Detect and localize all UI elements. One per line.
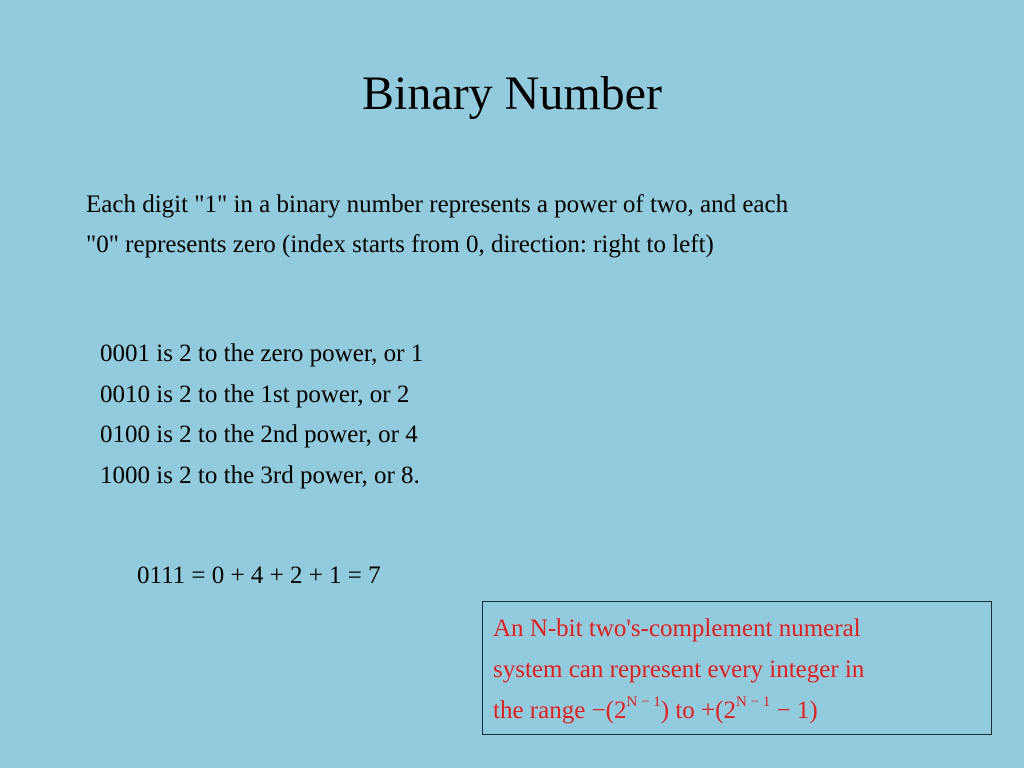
note-range-suffix: − 1) — [770, 697, 818, 724]
example-line: 0100 is 2 to the 2nd power, or 4 — [100, 421, 418, 448]
intro-paragraph — [86, 185, 986, 265]
note-line-2: system can represent every integer in — [493, 656, 865, 683]
note-box — [482, 601, 992, 735]
intro-line-1: Each digit "1" in a binary number represents a power of two, and each — [86, 191, 789, 218]
note-range-prefix: the range −(2 — [493, 697, 627, 724]
note-line-1: An N-bit two's-complement numeral — [493, 615, 861, 642]
example-line: 0010 is 2 to the 1st power, or 2 — [100, 380, 410, 408]
note-line-3 — [493, 690, 983, 731]
note-text — [493, 608, 983, 731]
examples-list — [100, 334, 700, 496]
note-exponent-2: N − 1 — [735, 693, 771, 710]
slide-title: Binary Number — [362, 67, 662, 120]
note-exponent-1: N − 1 — [626, 693, 661, 710]
example-line: 0001 is 2 to the zero power, or 1 — [100, 340, 424, 367]
sum-equation: 0111 = 0 + 4 + 2 + 1 = 7 — [137, 562, 381, 589]
intro-line-2: "0" represents zero (index starts from 0, direction: right to left) — [86, 231, 714, 258]
example-line: 1000 is 2 to the 3rd power, or 8. — [100, 461, 420, 489]
note-range-middle: ) to +(2 — [660, 697, 736, 724]
